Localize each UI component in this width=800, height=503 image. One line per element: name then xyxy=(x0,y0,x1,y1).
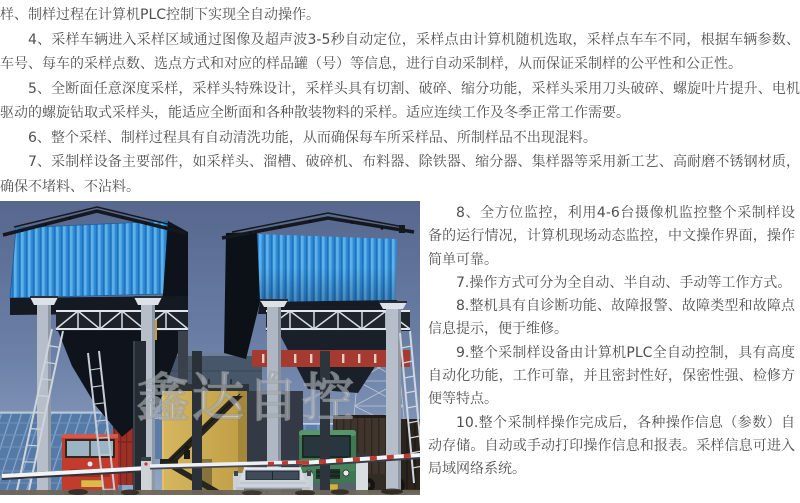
side-paragraph: 8.整机具有自诊断功能、故障报警、故障类型和故障点信息提示，便于维修。 xyxy=(428,298,795,338)
numbered-paragraph-list xyxy=(0,28,800,200)
numbered-paragraph: 4、采样车辆进入采样区域通过图像及超声波3-5秒自动定位，采样点由计算机随机选取，采样点车车不同，根据车辆参数、车号、每车的采样点数、选点方式和对应的样品罐（号）等信息，进行自动采制样，从而保证采制样的公平性和公正性。 xyxy=(0,31,800,72)
equipment-photo xyxy=(0,201,420,495)
side-text-column xyxy=(420,201,800,495)
sampling-towers-photo xyxy=(0,201,420,495)
bottom-section xyxy=(0,201,800,495)
side-paragraph-list xyxy=(428,202,795,482)
side-paragraph: 7.操作方式可分为全自动、半自动、手动等工作方式。 xyxy=(456,274,792,291)
side-paragraph: 9.整个采制样设备由计算机PLC全自动控制，具有高度自动化功能，工作可靠，并且密封性好，保密性强、检修方便等特点。 xyxy=(428,344,795,408)
intro-text-block xyxy=(0,0,800,199)
truss-left xyxy=(56,310,188,331)
numbered-paragraph: 7、采制样设备主要部件，如采样头、溜槽、破碎机、布料器、除铁器、缩分器、集样器等采用新工艺、高耐磨不锈钢材质，确保不堵料、不沾料。 xyxy=(0,154,800,195)
side-paragraph: 10.整个采制样操作完成后，各种操作信息（参数）自动存储。自动或手动打印操作信息和报表。采样信息可进入局域网络系统。 xyxy=(428,414,795,478)
numbered-paragraph: 5、全断面任意深度采样，采样头特殊设计，采样头具有切割、破碎、缩分功能，采样头采用刀头破碎、螺旋叶片提升、电机驱动的螺旋钻取式采样头，能适应全断面和各种散装物料的采样。适应连续工作及冬季正常工作需要。 xyxy=(0,80,800,121)
watermark-text: 鑫达自控 xyxy=(137,369,358,429)
side-paragraph: 8、全方位监控，利用4-6台摄像机监控整个采制样设备的运行情况，计算机现场动态监控，中文操作界面，操作简单可靠。 xyxy=(428,205,795,268)
numbered-paragraph: 6、整个采样、制样过程具有自动清洗功能，从而确保每车所采样品、所制样品不出现混料。 xyxy=(28,129,597,146)
continuation-paragraph: 样、制样过程在计算机PLC控制下实现全自动操作。 xyxy=(0,7,321,23)
